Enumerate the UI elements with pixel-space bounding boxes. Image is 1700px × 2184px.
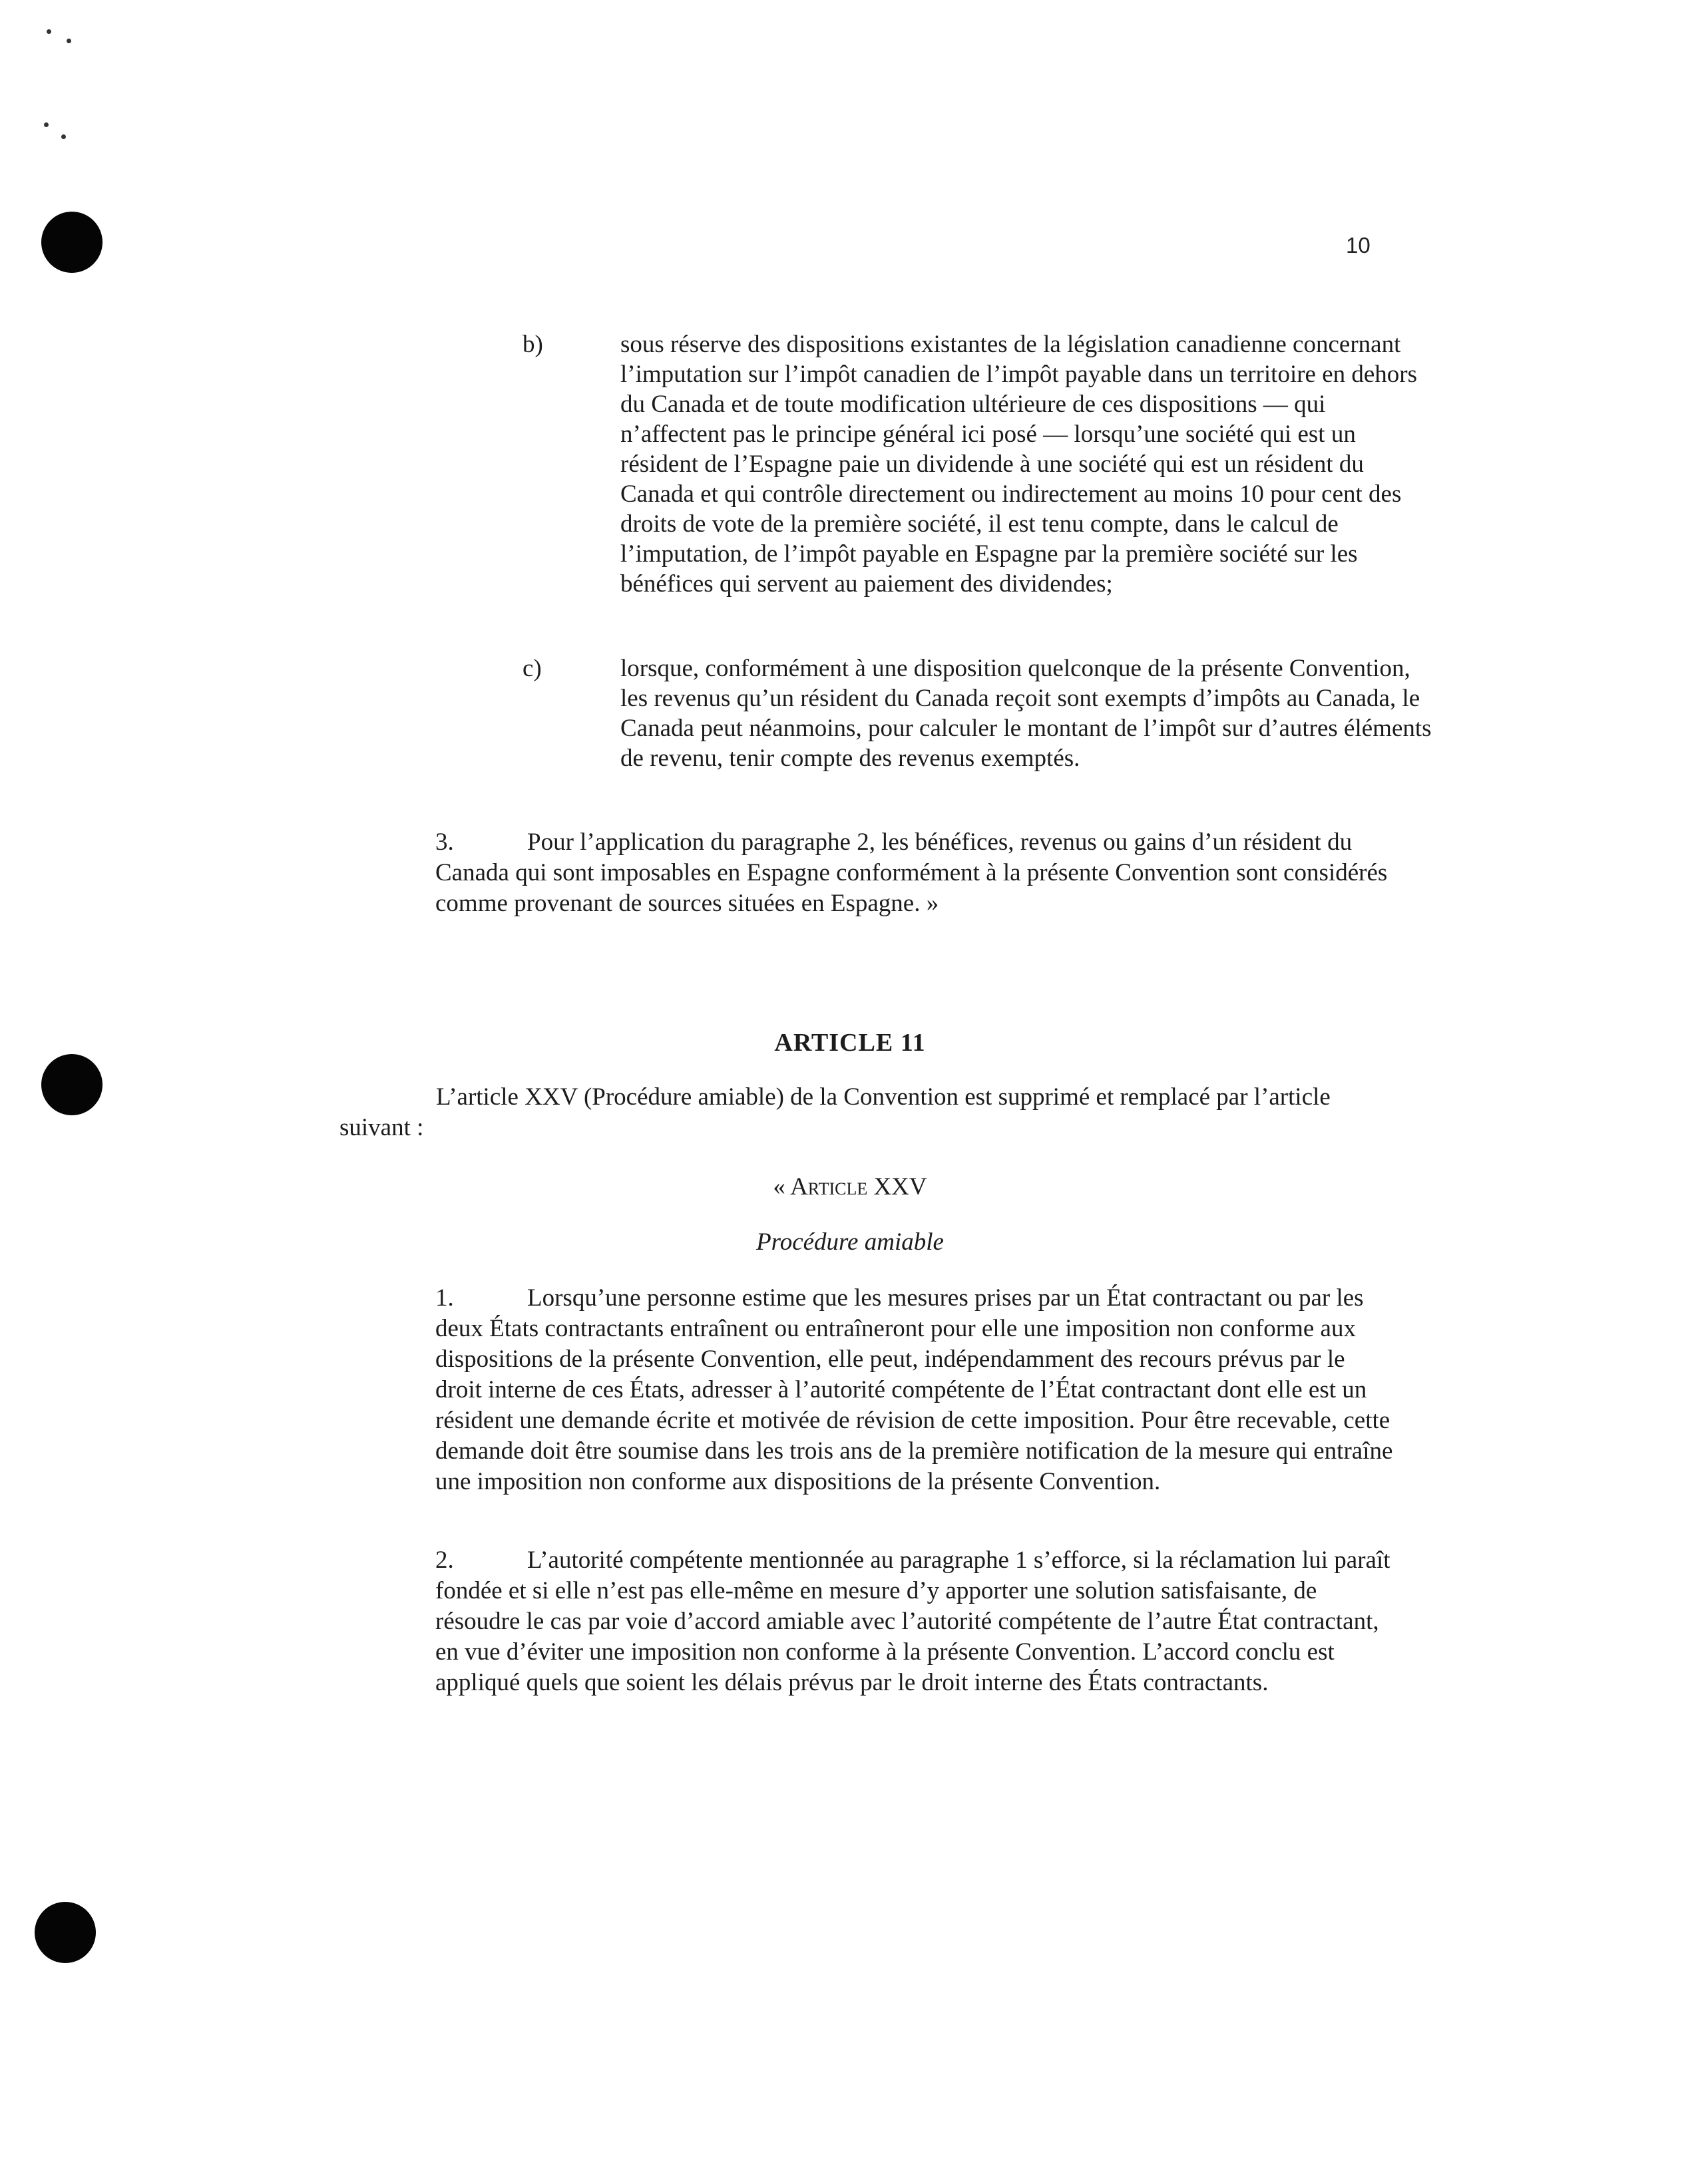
subparagraph-letter: b) — [523, 331, 543, 358]
paragraph-3 — [435, 827, 1394, 919]
page-number: 10 — [1346, 233, 1371, 258]
subparagraph-text: lorsque, conformément à une disposition quelconque de la présente Convention, les revenus qu’un résident du Canada reçoit sont exempts d’impôts au Canada, le Canada peut néanmoins, pour calculer le montant de l’impôt sur d’autres éléments de revenu, tenir compte des revenus exemptés. — [620, 655, 1432, 772]
paragraph-text: Pour l’application du paragraphe 2, les bénéfices, revenus ou gains d’un résident du Canada qui sont imposables en Espagne conformément à la présente Convention sont considérés comme provenant de sources situées en Espagne. » — [435, 828, 1388, 917]
paragraph-number: 1. — [435, 1284, 454, 1312]
scan-speck — [67, 39, 71, 43]
new-article-subtitle: Procédure amiable — [756, 1228, 944, 1256]
paragraph-text: Lorsqu’une personne estime que les mesures prises par un État contractant ou par les deux États contractants entraînent ou entraîneront pour elle une imposition non conforme aux dispositions de la présente Convention, elle peut, indépendamment des recours prévus par le droit interne de ces États, adresser à l’autorité compétente de l’État contractant dont elle est un résident une demande écrite et motivée de révision de cette imposition. Pour être recevable, cette demande doit être soumise dans les trois ans de la première notification de la mesure qui entraîne une imposition non conforme aux dispositions de la présente Convention. — [435, 1284, 1393, 1495]
scan-speck — [44, 122, 49, 127]
paragraph-number: 2. — [435, 1547, 454, 1574]
paragraph-number: 3. — [435, 828, 454, 856]
article-heading: ARTICLE 11 — [774, 1029, 926, 1057]
subparagraph-letter: c) — [523, 655, 542, 682]
scan-speck — [61, 134, 66, 139]
subparagraph-b — [439, 329, 1438, 599]
subparagraph-c — [439, 653, 1438, 773]
new-article-heading: « Article XXV — [773, 1173, 927, 1200]
scan-speck — [47, 29, 51, 34]
punch-hole-bottom — [35, 1902, 96, 1963]
article-intro-text: L’article XXV (Procédure amiable) de la Convention est supprimé et remplacé par l’article suivant : — [339, 1083, 1331, 1141]
punch-hole-middle — [41, 1054, 103, 1115]
article-paragraph-1 — [435, 1283, 1394, 1497]
article-intro — [339, 1082, 1338, 1143]
article-paragraph-2 — [435, 1545, 1394, 1698]
punch-hole-top — [41, 212, 103, 273]
subparagraph-text: sous réserve des dispositions existantes de la législation canadienne concernant l’imputation sur l’impôt canadien de l’impôt payable dans un territoire en dehors du Canada et de toute modification ultérieure de ces dispositions — qui n’affectent pas le principe général ici posé — lorsqu’une société qui est un résident de l’Espagne paie un dividende à une société qui est un résident du Canada et qui contrôle directement ou indirectement au moins 10 pour cent des droits de vote de la première société, il est tenu compte, dans le calcul de l’imputation, de l’impôt payable en Espagne par la première société sur les bénéfices qui servent au paiement des dividendes; — [620, 331, 1418, 598]
paragraph-text: L’autorité compétente mentionnée au paragraphe 1 s’efforce, si la réclamation lui paraît fondée et si elle n’est pas elle-même en mesure d’y apporter une solution satisfaisante, de résoudre le cas par voie d’accord amiable avec l’autorité compétente de l’autre État contractant, en vue d’éviter une imposition non conforme à la présente Convention. L’accord conclu est appliqué quels que soient les délais prévus par le droit interne des États contractants. — [435, 1547, 1390, 1696]
